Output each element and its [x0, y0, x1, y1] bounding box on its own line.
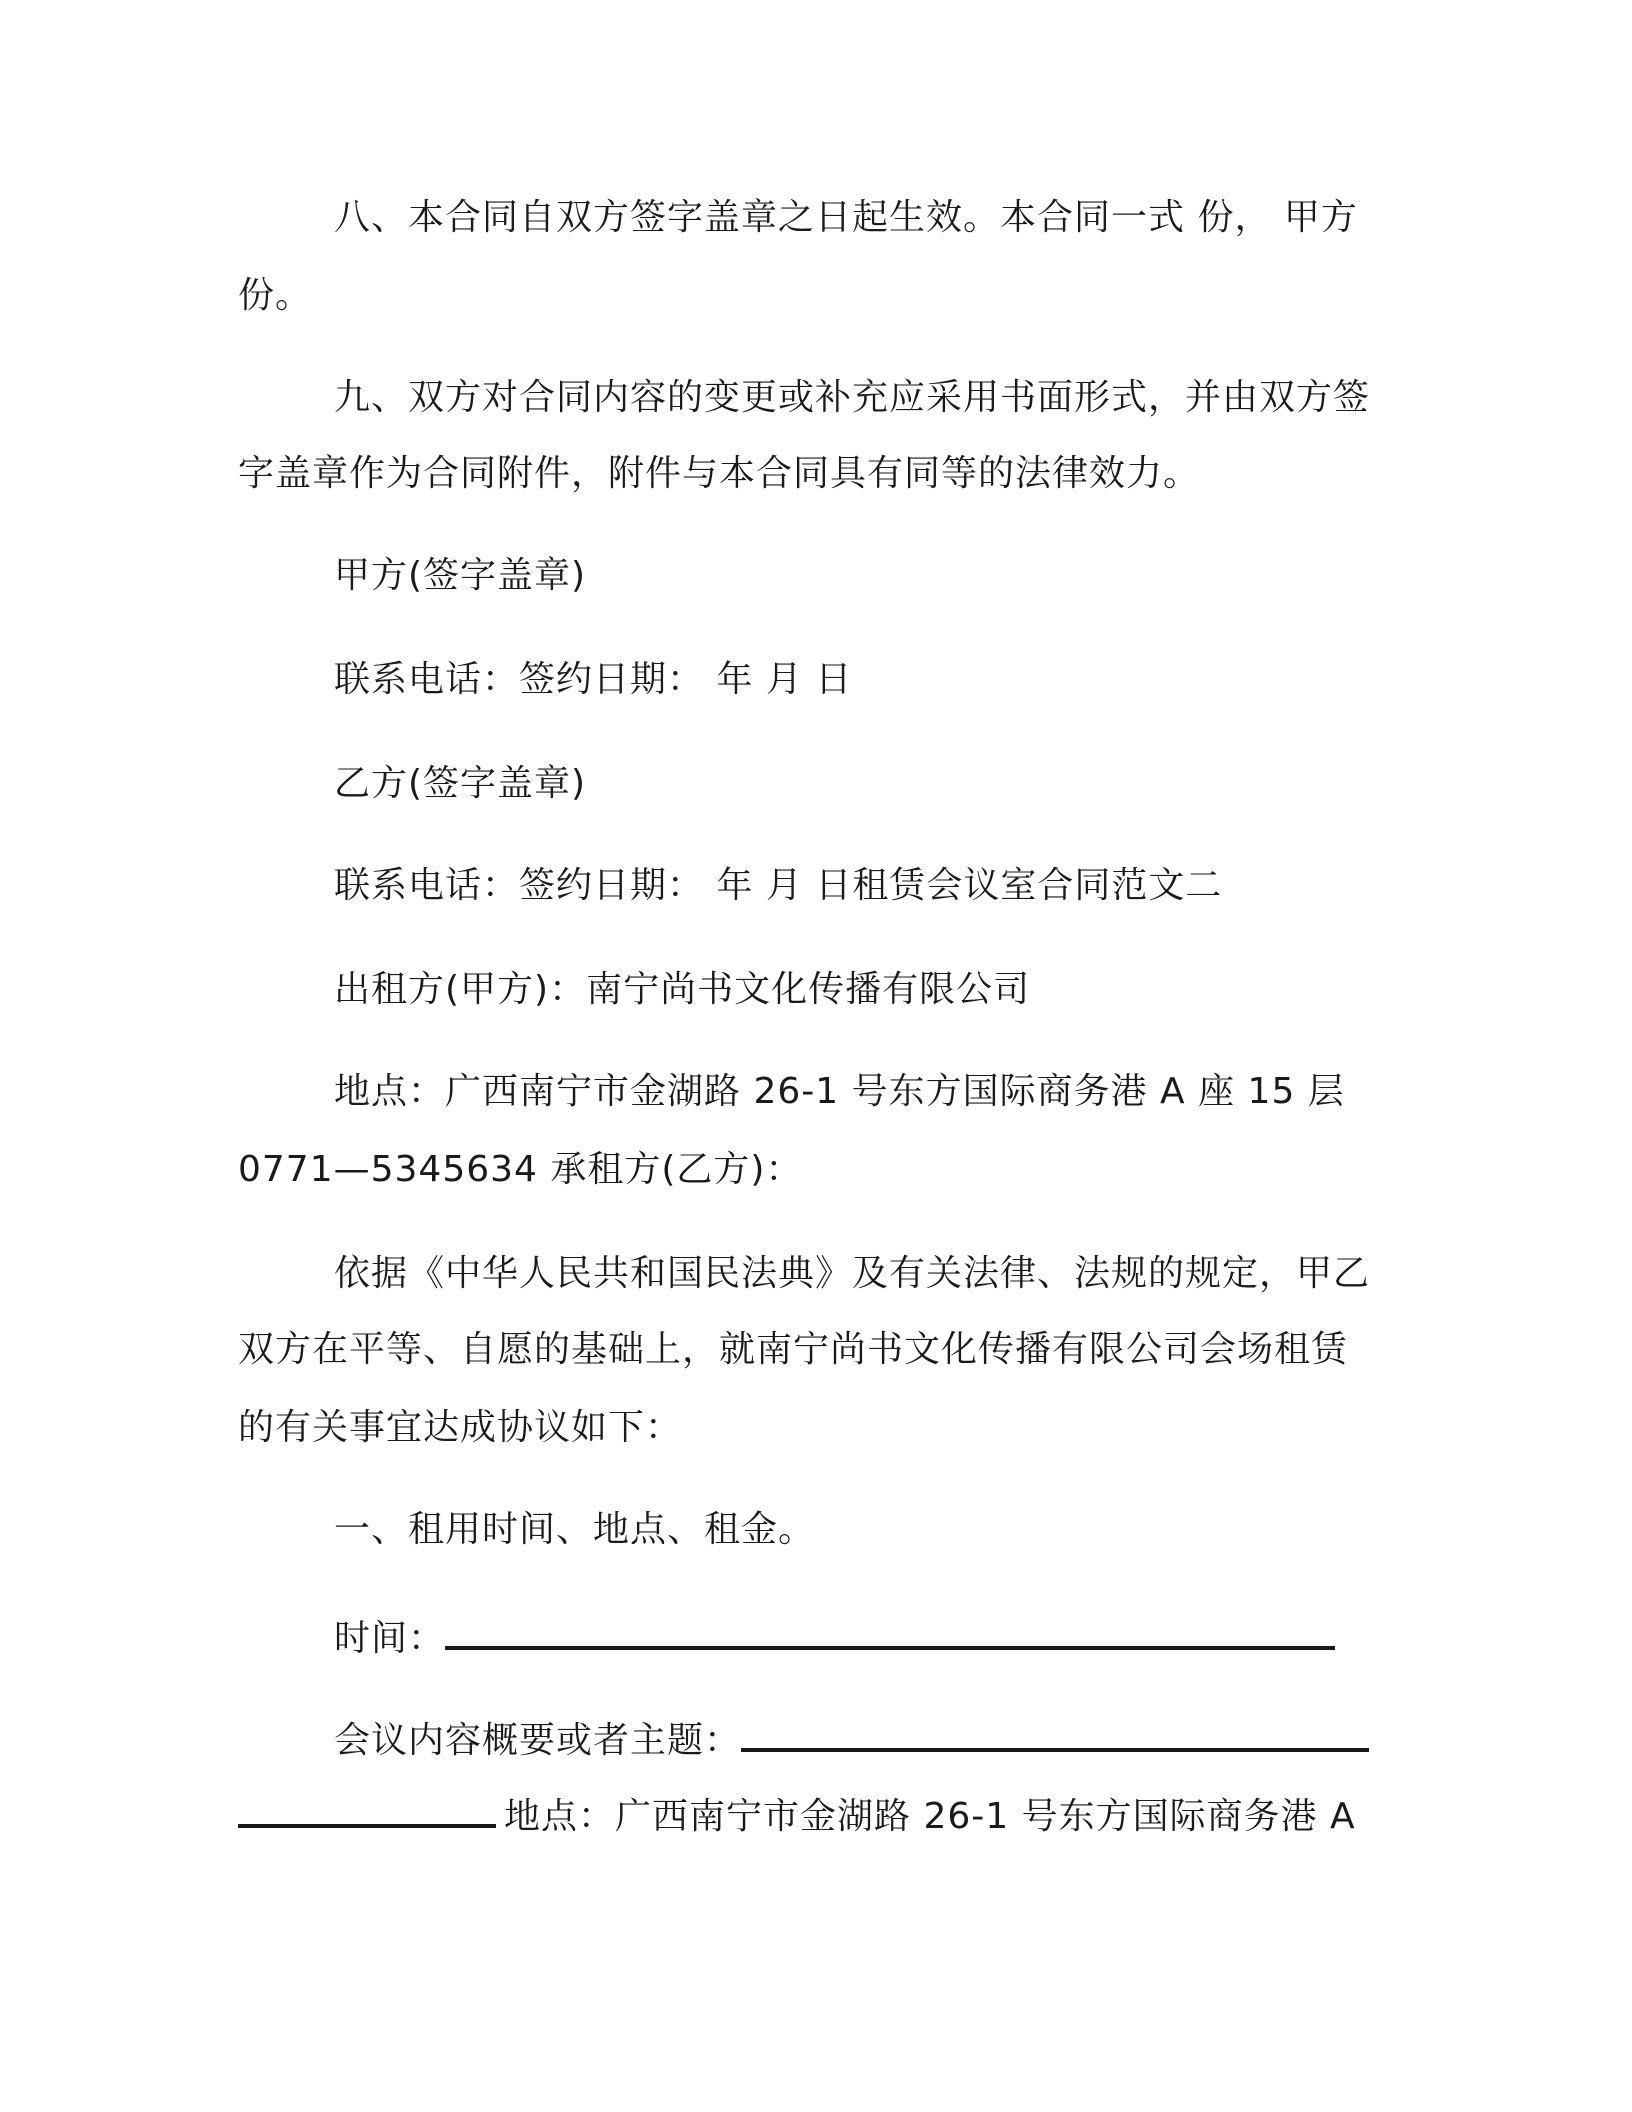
- time-label: 时间：: [334, 1618, 446, 1659]
- topic-label: 会议内容概要或者主题：: [334, 1720, 742, 1761]
- party-b-sign: 乙方(签字盖章): [334, 763, 587, 804]
- address-line2: 0771—5345634 承租方(乙方)：: [238, 1149, 803, 1190]
- location-field-row: [238, 1794, 1356, 1835]
- para9-line2: 字盖章作为合同附件，附件与本合同具有同等的法律效力。: [238, 453, 1201, 494]
- time-blank-line: [445, 1616, 1335, 1650]
- time-field-row: [334, 1616, 1335, 1657]
- location-blank-line: [238, 1794, 496, 1828]
- party-a-contact: 联系电话：签约日期： 年 月 日: [334, 659, 853, 700]
- topic-blank-line: [741, 1718, 1369, 1752]
- section1-heading: 一、租用时间、地点、租金。: [334, 1509, 816, 1550]
- topic-field-row: [334, 1718, 1369, 1759]
- basis-line2: 双方在平等、自愿的基础上，就南宁尚书文化传播有限公司会场租赁: [238, 1329, 1349, 1370]
- para9-line1: 九、双方对合同内容的变更或补充应采用书面形式，并由双方签: [334, 377, 1371, 418]
- basis-line1: 依据《中华人民共和国民法典》及有关法律、法规的规定，甲乙: [334, 1253, 1371, 1294]
- party-b-contact: 联系电话：签约日期： 年 月 日租赁会议室合同范文二: [334, 865, 1223, 906]
- party-a-sign: 甲方(签字盖章): [334, 555, 587, 596]
- basis-line3: 的有关事宜达成协议如下：: [238, 1407, 683, 1448]
- address-line1: 地点：广西南宁市金湖路 26-1 号东方国际商务港 A 座 15 层: [334, 1071, 1345, 1112]
- lessor-line: 出租方(甲方)：南宁尚书文化传播有限公司: [334, 969, 1031, 1010]
- para8-line1: 八、本合同自双方签字盖章之日起生效。本合同一式 份， 甲方: [334, 197, 1358, 238]
- location-text: 地点：广西南宁市金湖路 26-1 号东方国际商务港 A: [504, 1796, 1356, 1837]
- para8-line2: 份。: [238, 275, 313, 316]
